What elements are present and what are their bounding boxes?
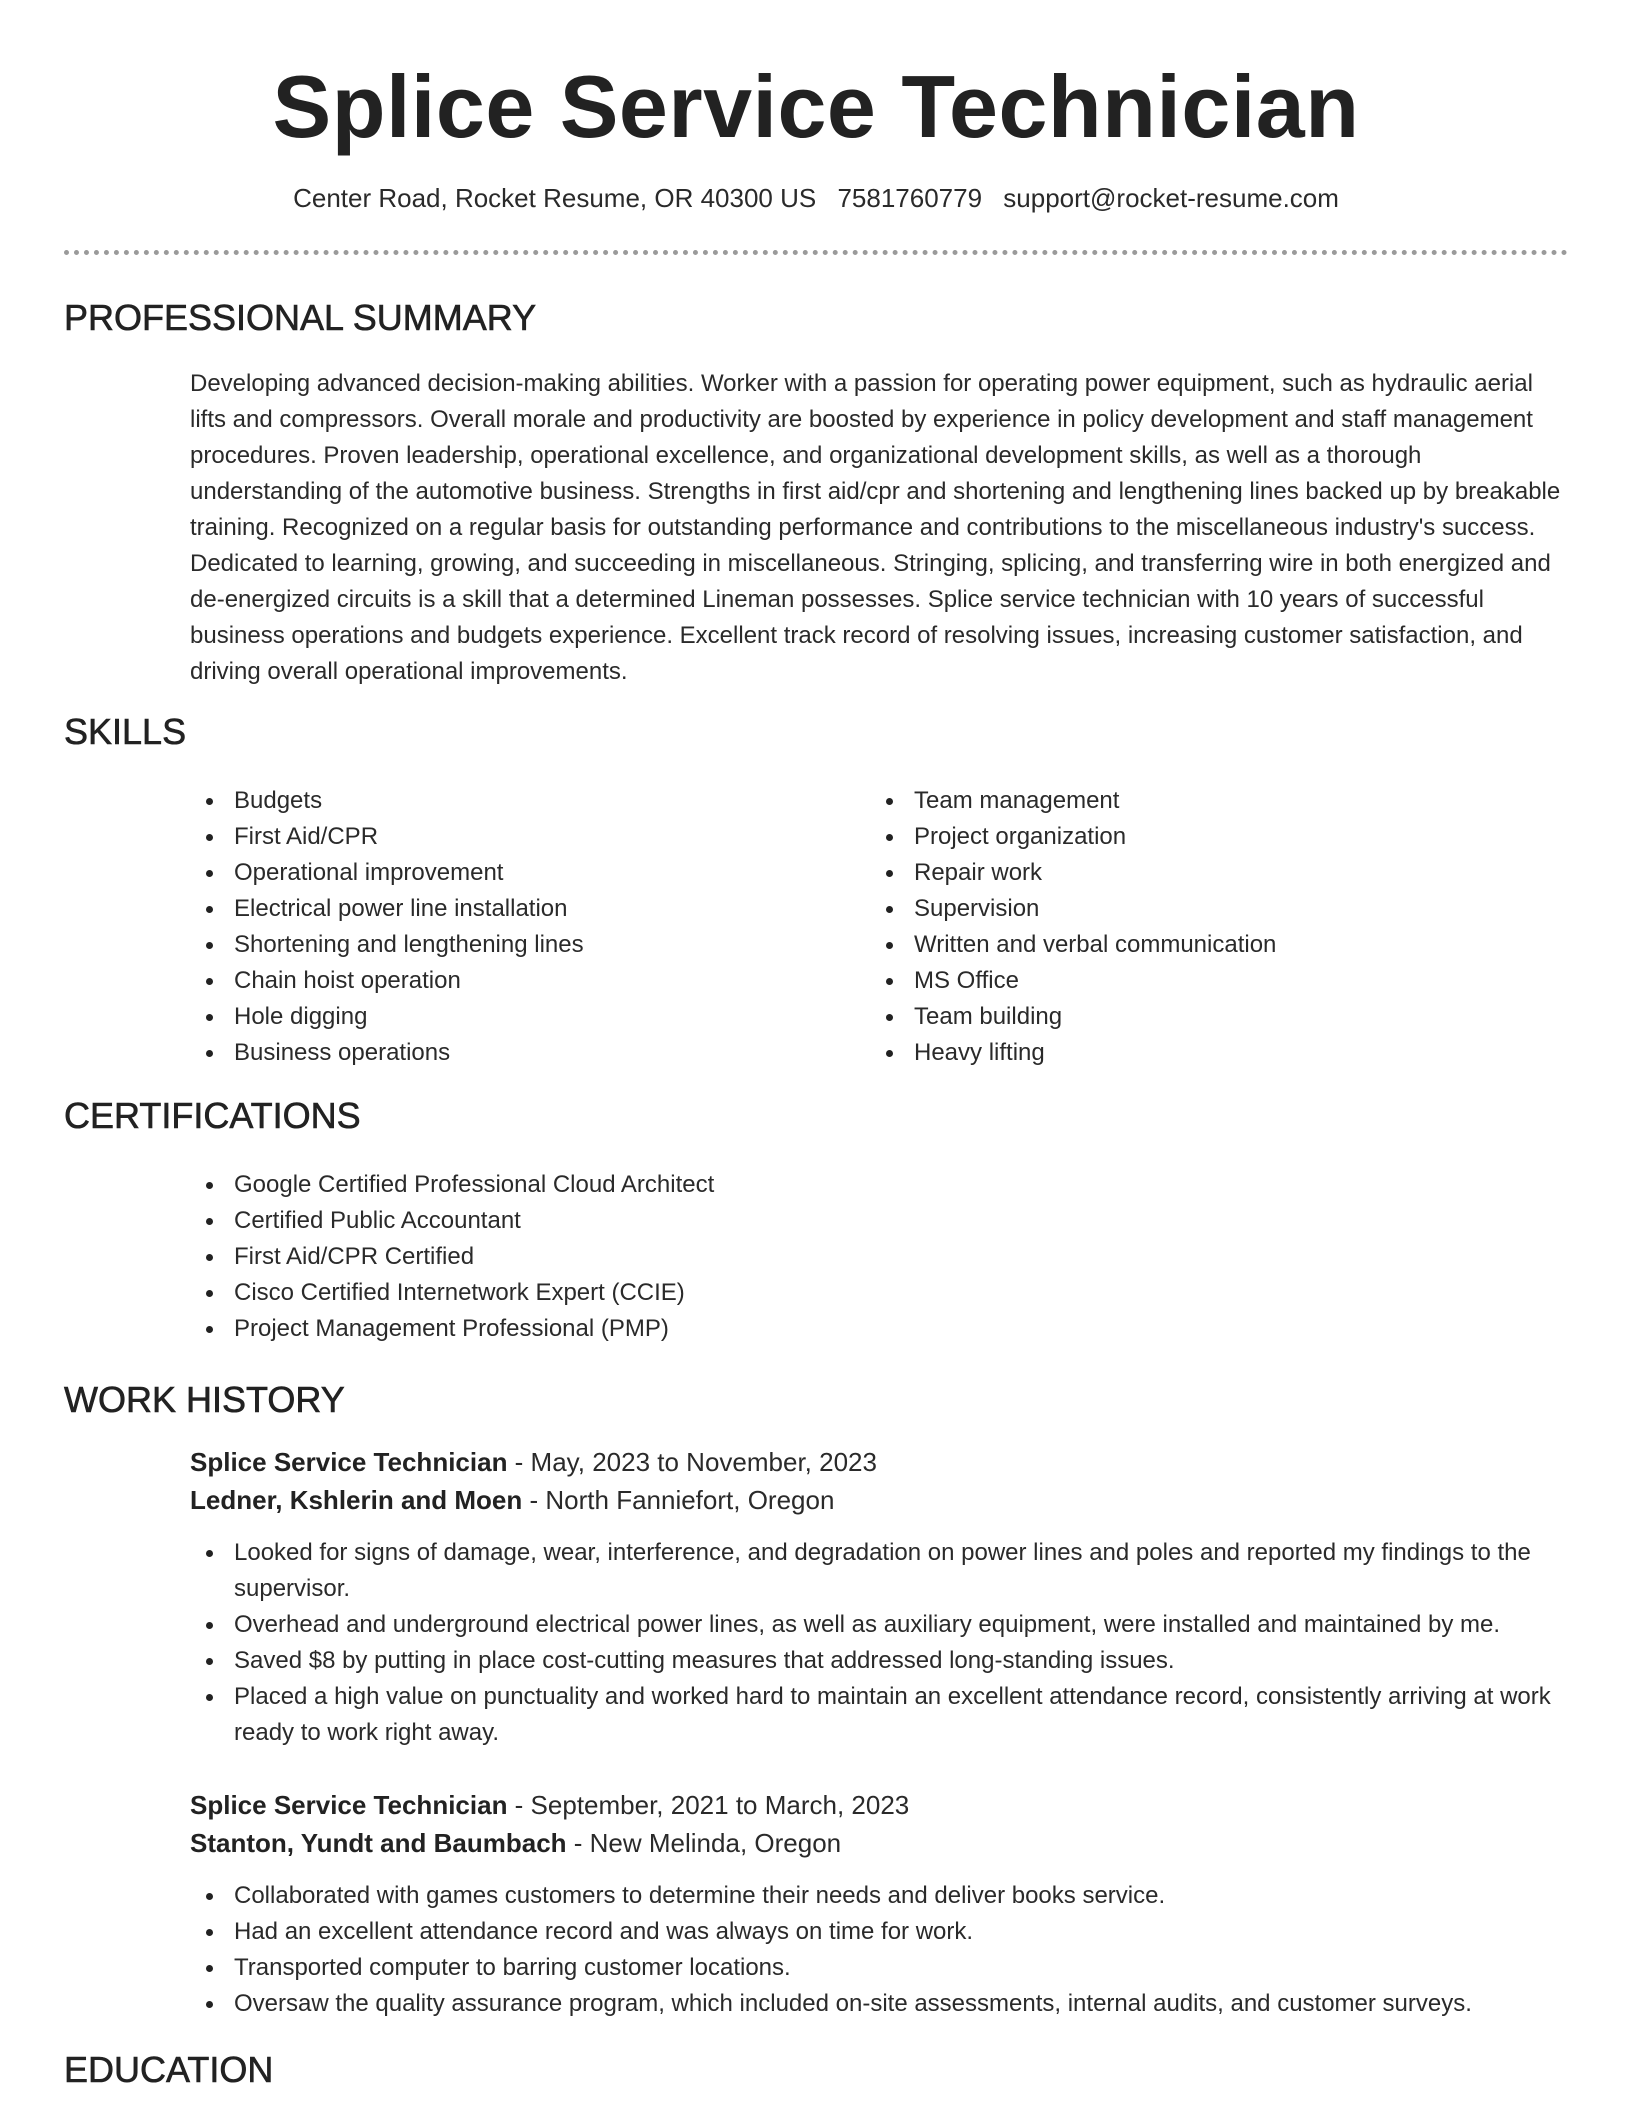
certification-item: Project Management Professional (PMP) xyxy=(190,1311,1090,1347)
certification-item: Cisco Certified Internetwork Expert (CCIE) xyxy=(190,1275,1090,1311)
section-title-skills: SKILLS xyxy=(64,711,187,752)
skill-item: Repair work xyxy=(870,855,1470,891)
job-duty-item: Overhead and underground electrical power lines, as well as auxiliary equipment, were installed and maintained by me. xyxy=(190,1607,1570,1643)
job-title-line xyxy=(190,1443,1580,1481)
contact-email: support@rocket-resume.com xyxy=(1003,183,1339,213)
skill-item: Electrical power line installation xyxy=(190,891,790,927)
section-title-education: EDUCATION xyxy=(64,2049,274,2090)
contact-address: Center Road, Rocket Resume, OR 40300 US xyxy=(293,183,817,213)
job-entry xyxy=(190,1443,1580,1751)
job-company-line xyxy=(190,1824,1580,1862)
job-duty-item: Oversaw the quality assurance program, which included on-site assessments, internal audits, and customer surveys. xyxy=(190,1986,1570,2022)
candidate-name: Splice Service Technician xyxy=(272,57,1360,156)
section-title-certifications: CERTIFICATIONS xyxy=(64,1095,361,1136)
job-location: - North Fanniefort, Oregon xyxy=(522,1485,835,1515)
skill-item: Project organization xyxy=(870,819,1470,855)
skill-item: Team management xyxy=(870,783,1470,819)
section-title-work-history: WORK HISTORY xyxy=(64,1379,345,1420)
skill-item: First Aid/CPR xyxy=(190,819,790,855)
job-title: Splice Service Technician xyxy=(190,1447,508,1477)
job-dates: - September, 2021 to March, 2023 xyxy=(507,1790,910,1820)
skill-item: Written and verbal communication xyxy=(870,927,1470,963)
job-entry xyxy=(190,1786,1580,2022)
skills-list-left xyxy=(190,783,790,1071)
job-company: Stanton, Yundt and Baumbach xyxy=(190,1828,567,1858)
skill-item: Chain hoist operation xyxy=(190,963,790,999)
section-title-summary: PROFESSIONAL SUMMARY xyxy=(64,297,537,338)
job-duty-item: Looked for signs of damage, wear, interference, and degradation on power lines and poles and reported my findings to the supervisor. xyxy=(190,1535,1570,1607)
skill-item: Business operations xyxy=(190,1035,790,1071)
skill-item: Budgets xyxy=(190,783,790,819)
skill-item: Heavy lifting xyxy=(870,1035,1470,1071)
skill-item: Team building xyxy=(870,999,1470,1035)
skill-item: Supervision xyxy=(870,891,1470,927)
contact-phone: 7581760779 xyxy=(837,183,983,213)
job-company: Ledner, Kshlerin and Moen xyxy=(190,1485,523,1515)
job-company-line xyxy=(190,1481,1580,1519)
skill-item: MS Office xyxy=(870,963,1470,999)
skill-item: Operational improvement xyxy=(190,855,790,891)
job-dates: - May, 2023 to November, 2023 xyxy=(507,1447,877,1477)
summary-text: Developing advanced decision-making abilities. Worker with a passion for operating power equipment, such as hydraulic aerial lifts and compressors. Overall morale and productivity are boosted by experience in policy development and staff management procedures. Proven leadership, operational excellence, and organizational development skills, as well as a thorough understanding of the automotive business. Strengths in first aid/cpr and shortening and lengthening lines backed up by breakable training. Recognized on a regular basis for outstanding performance and contributions to the miscellaneous industry's success. Dedicated to learning, growing, and succeeding in miscellaneous. Stringing, splicing, and transferring wire in both energized and de-energized circuits is a skill that a determined Lineman possesses. Splice service technician with 10 years of successful business operations and budgets experience. Excellent track record of resolving issues, increasing customer satisfaction, and driving overall operational improvements. xyxy=(190,370,1561,685)
job-duty-item: Saved $8 by putting in place cost-cutting measures that addressed long-standing issues. xyxy=(190,1643,1570,1679)
certification-item: Google Certified Professional Cloud Architect xyxy=(190,1167,1090,1203)
certification-item: Certified Public Accountant xyxy=(190,1203,1090,1239)
job-title-line xyxy=(190,1786,1580,1824)
certifications-list xyxy=(190,1167,1090,1347)
job-duty-item: Had an excellent attendance record and was always on time for work. xyxy=(190,1914,1570,1950)
job-duties-list xyxy=(190,1535,1570,1751)
skills-list-right xyxy=(870,783,1470,1071)
skill-item: Shortening and lengthening lines xyxy=(190,927,790,963)
job-location: - New Melinda, Oregon xyxy=(566,1828,842,1858)
job-duty-item: Transported computer to barring customer locations. xyxy=(190,1950,1570,1986)
job-duty-item: Collaborated with games customers to determine their needs and deliver books service. xyxy=(190,1878,1570,1914)
certification-item: First Aid/CPR Certified xyxy=(190,1239,1090,1275)
skill-item: Hole digging xyxy=(190,999,790,1035)
job-duty-item: Placed a high value on punctuality and worked hard to maintain an excellent attendance record, consistently arriving at work ready to work right away. xyxy=(190,1679,1570,1751)
job-duties-list xyxy=(190,1878,1570,2022)
header-divider xyxy=(64,250,1568,255)
job-title: Splice Service Technician xyxy=(190,1790,508,1820)
contact-line xyxy=(0,180,1632,216)
